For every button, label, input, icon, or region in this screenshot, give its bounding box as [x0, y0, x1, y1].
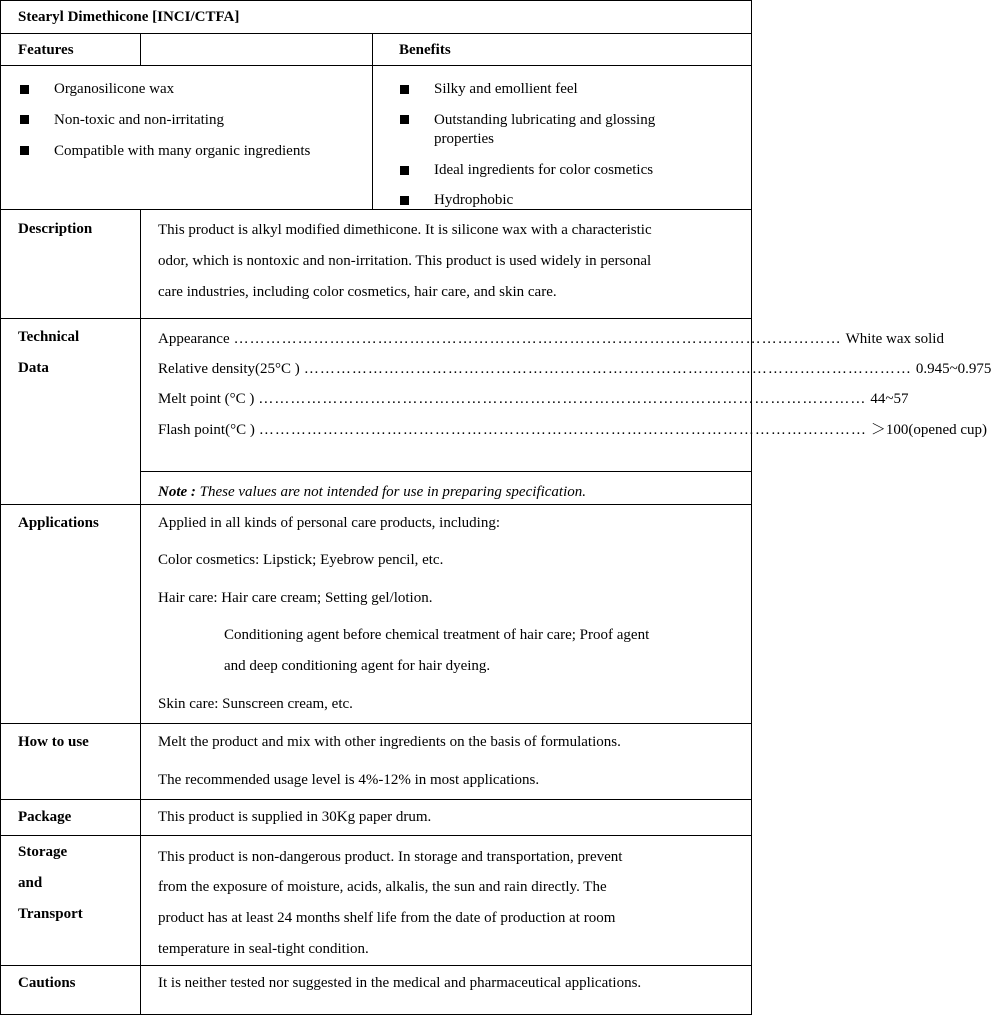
rule	[1, 318, 751, 319]
applications-line: Color cosmetics: Lipstick; Eyebrow pencil, etc.	[158, 552, 444, 568]
bullet-square-icon	[400, 196, 409, 205]
leader-dots: ……………………………………………………………………………………………………	[258, 391, 867, 407]
technical-label: Technical	[18, 329, 80, 345]
tech-value: 44~57	[870, 391, 909, 407]
rule	[1, 723, 751, 724]
storage-label: Storage	[18, 844, 68, 860]
benefit-item-continued: properties	[434, 131, 494, 147]
bullet-square-icon	[400, 166, 409, 175]
tech-value: White wax solid	[845, 331, 944, 347]
bullet-square-icon	[20, 146, 29, 155]
col-divider	[140, 33, 141, 65]
rule	[1, 504, 751, 505]
package-text: This product is supplied in 30Kg paper drum.	[158, 809, 432, 825]
tech-name: Relative density(25°C )	[158, 361, 300, 377]
col-divider	[140, 209, 141, 1014]
storage-label: and	[18, 875, 43, 891]
storage-line: from the exposure of moisture, acids, alkalis, the sun and rain directly. The	[158, 879, 607, 895]
feature-item: Non-toxic and non-irritating	[54, 112, 224, 128]
description-line: care industries, including color cosmetics, hair care, and skin care.	[158, 284, 557, 300]
description-line: odor, which is nontoxic and non-irritation. This product is used widely in personal	[158, 253, 652, 269]
tech-name: Appearance	[158, 331, 230, 347]
applications-line: and deep conditioning agent for hair dyeing.	[224, 658, 491, 674]
how-to-use-line: Melt the product and mix with other ingredients on the basis of formulations.	[158, 734, 621, 750]
applications-line: Conditioning agent before chemical treatment of hair care; Proof agent	[224, 627, 650, 643]
features-header: Features	[18, 42, 74, 58]
how-to-use-label: How to use	[18, 734, 89, 750]
leader-dots: ……………………………………………………………………………………………………	[233, 331, 842, 347]
description-label: Description	[18, 221, 93, 237]
tech-name: Flash point(°C )	[158, 422, 255, 438]
bullet-square-icon	[20, 85, 29, 94]
feature-item: Compatible with many organic ingredients	[54, 143, 311, 159]
rule	[1, 33, 751, 34]
applications-line: Skin care: Sunscreen cream, etc.	[158, 696, 353, 712]
technical-label: Data	[18, 360, 49, 376]
rule	[1, 965, 751, 966]
storage-line: product has at least 24 months shelf life from the date of production at room	[158, 910, 616, 926]
rule	[1, 65, 751, 66]
col-divider	[372, 33, 373, 209]
description-line: This product is alkyl modified dimethicone. It is silicone wax with a characteristic	[158, 222, 652, 238]
tech-name: Melt point (°C )	[158, 391, 255, 407]
tech-row	[158, 330, 944, 348]
bullet-square-icon	[400, 115, 409, 124]
benefit-item: Ideal ingredients for color cosmetics	[434, 162, 654, 178]
note-text: These values are not intended for use in preparing specification.	[199, 484, 586, 500]
storage-line: temperature in seal-tight condition.	[158, 941, 369, 957]
rule	[140, 471, 751, 472]
benefits-header: Benefits	[399, 42, 451, 58]
tech-row	[158, 360, 991, 378]
tech-row	[158, 390, 909, 408]
storage-line: This product is non-dangerous product. In storage and transportation, prevent	[158, 849, 623, 865]
tech-row	[158, 421, 988, 439]
rule	[1, 799, 751, 800]
note	[158, 483, 586, 501]
benefit-item: Silky and emollient feel	[434, 81, 578, 97]
feature-item: Organosilicone wax	[54, 81, 175, 97]
bullet-square-icon	[400, 85, 409, 94]
cautions-text: It is neither tested nor suggested in the medical and pharmaceutical applications.	[158, 975, 642, 991]
document-title: Stearyl Dimethicone [INCI/CTFA]	[18, 9, 240, 25]
rule	[1, 209, 751, 210]
how-to-use-line: The recommended usage level is 4%-12% in most applications.	[158, 772, 540, 788]
storage-label: Transport	[18, 906, 83, 922]
leader-dots: ……………………………………………………………………………………………………	[303, 361, 912, 377]
applications-line: Applied in all kinds of personal care products, including:	[158, 515, 501, 531]
bullet-square-icon	[20, 115, 29, 124]
rule	[1, 835, 751, 836]
package-label: Package	[18, 809, 72, 825]
benefit-item: Hydrophobic	[434, 192, 514, 208]
benefit-item: Outstanding lubricating and glossing	[434, 112, 656, 128]
cautions-label: Cautions	[18, 975, 76, 991]
tech-value: ＞100(opened cup)	[870, 422, 988, 438]
applications-line: Hair care: Hair care cream; Setting gel/lotion.	[158, 590, 433, 606]
leader-dots: ……………………………………………………………………………………………………	[258, 422, 867, 438]
note-label: Note :	[158, 484, 196, 500]
applications-label: Applications	[18, 515, 99, 531]
tech-value: 0.945~0.975	[915, 361, 991, 377]
